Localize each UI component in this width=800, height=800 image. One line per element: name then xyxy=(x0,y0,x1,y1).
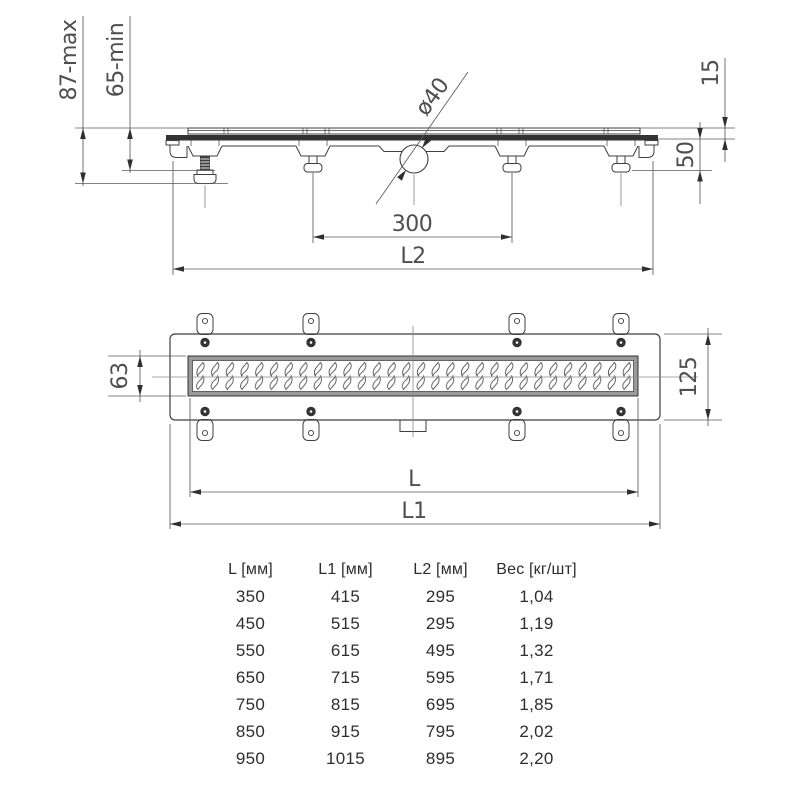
table-cell: 950 xyxy=(235,748,266,768)
table-cell: 595 xyxy=(425,667,456,687)
left-end-bracket xyxy=(170,145,187,158)
dim-body-depth: 50 xyxy=(674,141,699,169)
adjustable-foot-extended xyxy=(194,156,216,184)
table-cell: 615 xyxy=(330,640,361,660)
adjustable-foot xyxy=(304,156,322,172)
dim-length-l1: L1 xyxy=(401,499,427,524)
dimensions-table xyxy=(203,556,585,772)
table-cell: 750 xyxy=(235,694,266,714)
table-cell: 2,20 xyxy=(519,748,554,768)
table-cell: 2,02 xyxy=(519,721,554,741)
right-end-bracket xyxy=(639,145,654,158)
table-row xyxy=(203,718,585,745)
plan-view xyxy=(152,314,698,441)
table-row xyxy=(203,610,585,637)
side-elevation-view xyxy=(166,128,658,208)
side-view-dimension-labels xyxy=(57,19,724,269)
table-cell: 915 xyxy=(330,721,361,741)
column-header-l: L [мм] xyxy=(228,560,273,578)
dim-grate-width: 63 xyxy=(108,362,133,390)
table-row xyxy=(203,583,585,610)
table-cell: 295 xyxy=(425,586,456,606)
table-header-row xyxy=(203,556,585,583)
side-flange xyxy=(166,135,658,141)
table-cell: 1015 xyxy=(325,748,366,768)
table-row xyxy=(203,664,585,691)
table-cell: 815 xyxy=(330,694,361,714)
column-header-weight: Вес [кг/шт] xyxy=(496,560,577,578)
column-header-l2: L2 [мм] xyxy=(413,560,468,578)
table-cell: 350 xyxy=(235,586,266,606)
table-cell: 695 xyxy=(425,694,456,714)
table-row xyxy=(203,691,585,718)
dim-height-min: 65-min xyxy=(104,22,129,98)
table-cell: 850 xyxy=(235,721,266,741)
table-cell: 895 xyxy=(425,748,456,768)
dim-outlet-diameter: ø40 xyxy=(410,73,455,121)
side-grate-bar xyxy=(188,128,640,134)
table-cell: 295 xyxy=(425,613,456,633)
table-cell: 650 xyxy=(235,667,266,687)
table-cell: 495 xyxy=(425,640,456,660)
table-row xyxy=(203,745,585,772)
table-cell: 515 xyxy=(330,613,361,633)
table-cell: 1,04 xyxy=(519,586,554,606)
dim-body-width: 125 xyxy=(677,356,702,398)
dim-length-l2: L2 xyxy=(400,244,426,269)
dimensions-table-body xyxy=(203,583,585,772)
table-cell: 1,32 xyxy=(519,640,554,660)
table-cell: 450 xyxy=(235,613,266,633)
table-cell: 415 xyxy=(330,586,361,606)
column-header-l1: L1 [мм] xyxy=(318,560,373,578)
table-row xyxy=(203,637,585,664)
table-cell: 795 xyxy=(425,721,456,741)
table-cell: 1,71 xyxy=(519,667,554,687)
dim-edge-height: 15 xyxy=(699,59,724,87)
table-cell: 1,19 xyxy=(519,613,554,633)
adjustable-foot xyxy=(503,156,521,172)
dim-height-max: 87-max xyxy=(57,19,82,101)
adjustable-foot xyxy=(612,156,630,172)
table-cell: 715 xyxy=(330,667,361,687)
table-cell: 1,85 xyxy=(519,694,554,714)
dim-outlet-span: 300 xyxy=(391,212,433,237)
dim-length-l: L xyxy=(408,467,420,492)
table-cell: 550 xyxy=(235,640,266,660)
